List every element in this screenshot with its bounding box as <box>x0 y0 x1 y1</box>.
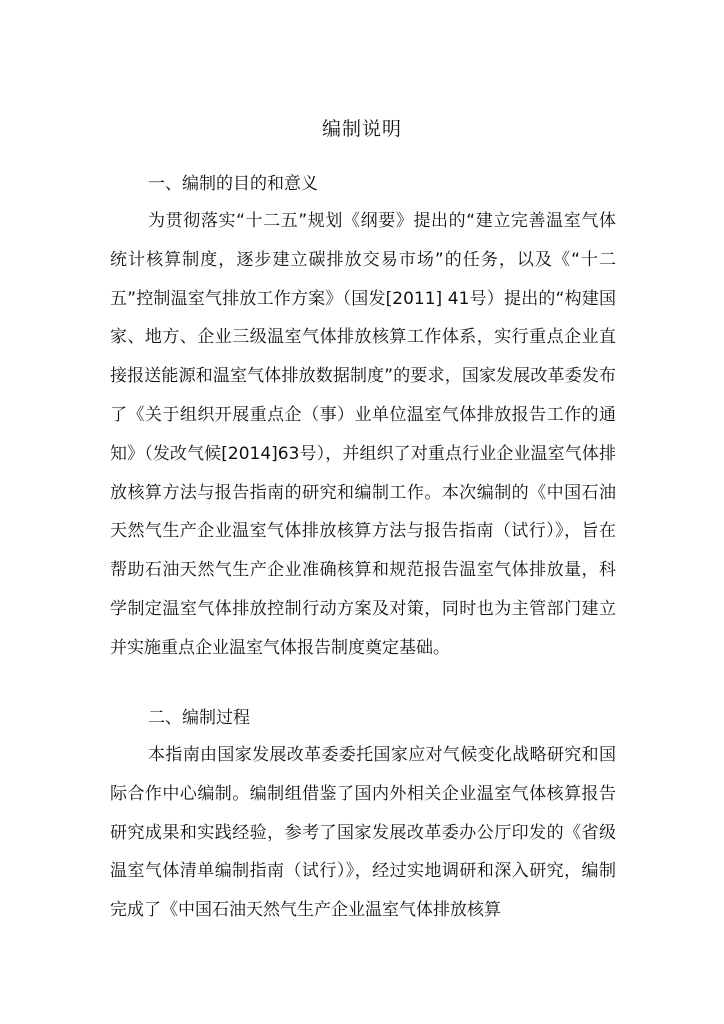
section-heading-purpose: 一、编制的目的和意义 <box>148 174 318 194</box>
section-heading-process: 二、编制过程 <box>148 708 250 728</box>
section-paragraph-process: 本指南由国家发展改革委委托国家应对气候变化战略研究和国际合作中心编制。编制组借鉴了国内外相关企业温室气体核算报告研究成果和实践经验，参考了国家发展改革委办公厅印发的《省级温室气体清单编制指南（试行）》，经过实地调研和深入研究，编制完成了《中国石油天然气生产企业温室气体排放核算 <box>110 745 616 921</box>
document-title: 编制说明 <box>321 118 402 140</box>
section-paragraph-purpose: 为贯彻落实“十二五”规划《纲要》提出的“建立完善温室气体统计核算制度，逐步建立碳排放交易市场”的任务，以及《“十二五”控制温室气排放工作方案》（国发[2011] 41号）提出的“构建国家、地方、企业三级温室气体排放核算工作体系，实行重点企业直接报送能源和温室气体排放数据制度”的要求，国家发展改革委发布了《关于组织开展重点企（事）业单位温室气体排放报告工作的通知》（发改气候[2014]63号），并组织了对重点行业企业温室气体排放核算方法与报告指南的研究和编制工作。本次编制的《中国石油天然气生产企业温室气体排放核算方法与报告指南（试行）》，旨在帮助石油天然气生产企业准确核算和规范报告温室气体排放量，科学制定温室气体排放控制行动方案及对策，同时也为主管部门建立并实施重点企业温室气体报告制度奠定基础。 <box>110 211 616 658</box>
